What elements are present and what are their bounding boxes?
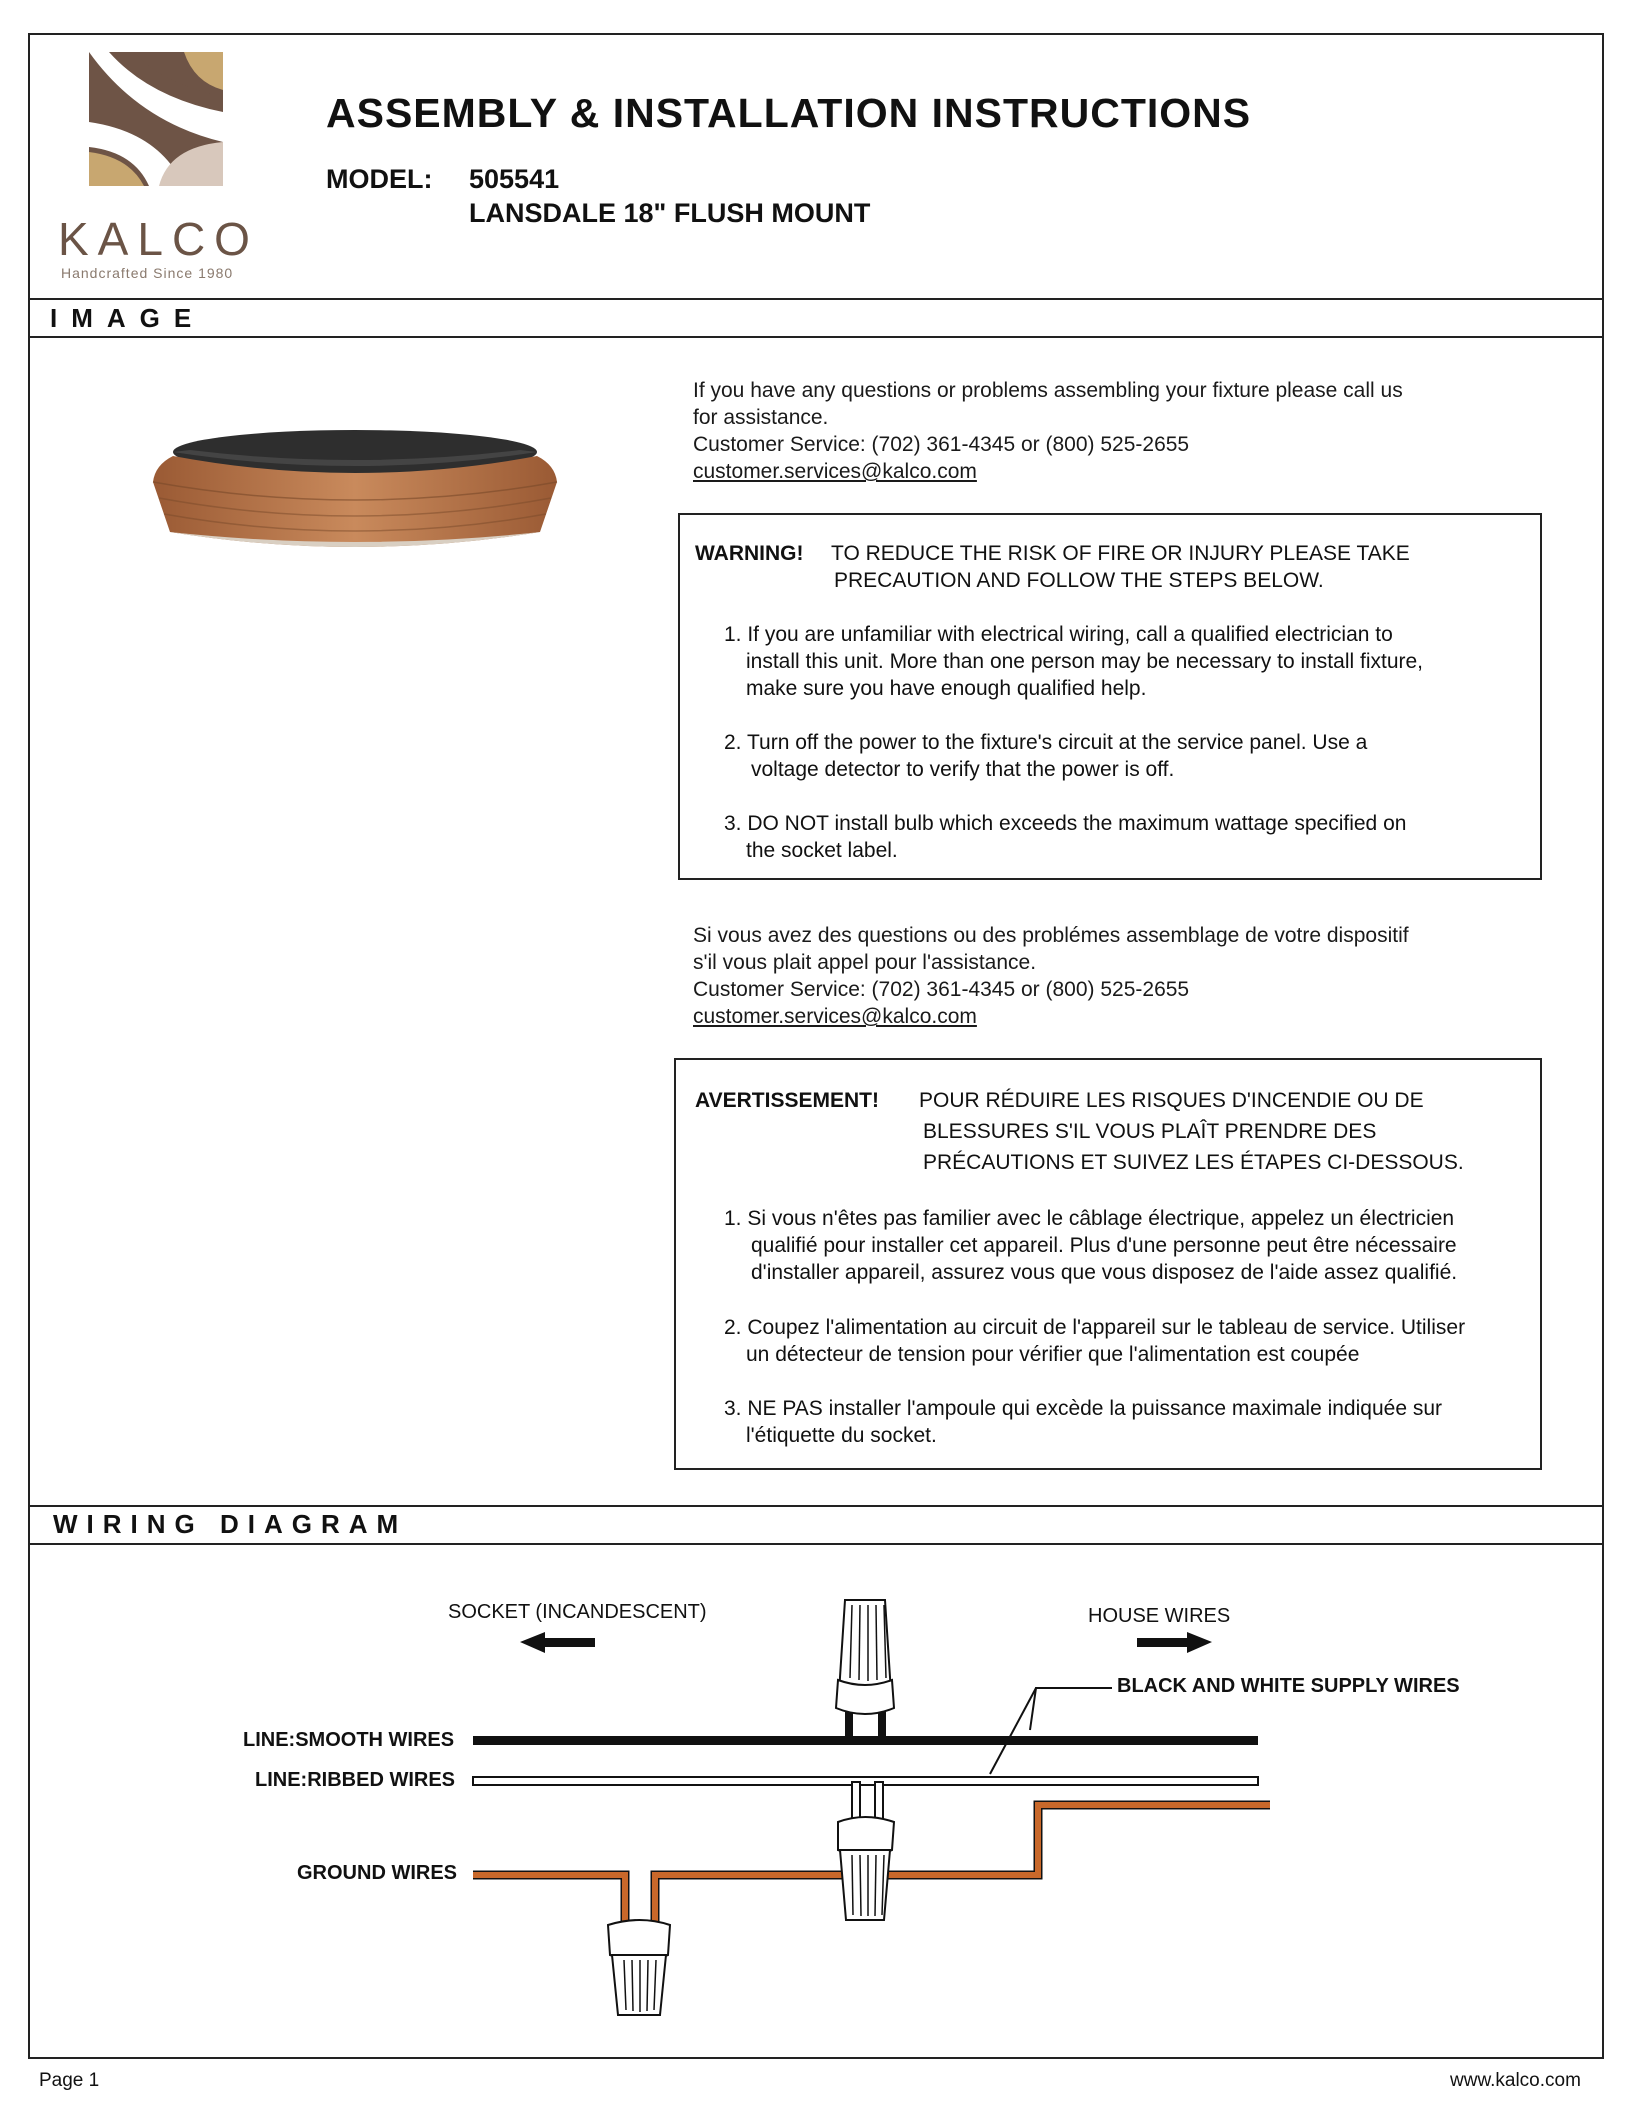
house-wires-label: HOUSE WIRES bbox=[1088, 1605, 1231, 1627]
warning-step-en-1: 1. If you are unfamiliar with electrical wiring, call a qualified electrician to install this unit. More than one person may be necessary to install fixture, make sure you have enough qualified help. bbox=[724, 623, 1424, 700]
wiring-diagram bbox=[0, 1560, 1632, 2020]
fixture-image bbox=[145, 410, 565, 575]
kalco-logo-icon bbox=[89, 52, 223, 186]
right-arrow-icon bbox=[1137, 1632, 1212, 1653]
warning-step-fr-3: 3. NE PAS installer l'ampoule qui excède la puissance maximale indiquée sur l'étiquette du socket. bbox=[724, 1397, 1442, 1447]
warning-step-en-3: 3. DO NOT install bulb which exceeds the maximum wattage specified on the socket label. bbox=[724, 812, 1407, 862]
contact-fr bbox=[693, 922, 1409, 1030]
warning-box-fr bbox=[674, 1058, 1542, 1470]
footer-page: Page 1 bbox=[39, 2070, 100, 2091]
section-image-label: IMAGE bbox=[50, 303, 206, 333]
contact-fr-line2: s'il vous plait appel pour l'assistance. bbox=[693, 951, 1037, 974]
model-name: LANSDALE 18" FLUSH MOUNT bbox=[469, 198, 871, 228]
warning-text-fr-line1: POUR RÉDUIRE LES RISQUES D'INCENDIE OU DE bbox=[919, 1089, 1424, 1112]
contact-en bbox=[693, 377, 1403, 485]
contact-fr-email-link[interactable]: customer.services@kalco.com bbox=[693, 1005, 977, 1028]
warning-label-fr: AVERTISSEMENT! bbox=[695, 1089, 879, 1112]
warning-text-en-line2: PRECAUTION AND FOLLOW THE STEPS BELOW. bbox=[834, 569, 1324, 592]
model-number: 505541 bbox=[469, 164, 560, 194]
brand-tagline: Handcrafted Since 1980 bbox=[61, 265, 234, 281]
supply-callout-line-2 bbox=[990, 1688, 1036, 1774]
warning-step-en-2: 2. Turn off the power to the fixture's circuit at the service panel. Use a voltage detector to verify that the power is off. bbox=[724, 731, 1368, 781]
contact-fr-line1: Si vous avez des questions ou des problémes assemblage de votre dispositif bbox=[693, 924, 1409, 947]
footer-website-link[interactable]: www.kalco.com bbox=[1450, 2070, 1581, 2091]
left-arrow-icon bbox=[520, 1632, 595, 1653]
contact-en-email-link[interactable]: customer.services@kalco.com bbox=[693, 460, 977, 483]
warning-box-en bbox=[678, 513, 1542, 880]
ribbed-wire bbox=[473, 1777, 1258, 1785]
smooth-wire bbox=[473, 1736, 1258, 1745]
warning-label-en: WARNING! bbox=[695, 542, 804, 565]
contact-en-line1: If you have any questions or problems assembling your fixture please call us bbox=[693, 379, 1403, 402]
smooth-wires-label: LINE:SMOOTH WIRES bbox=[243, 1729, 455, 1751]
ground-wires-label: GROUND WIRES bbox=[297, 1862, 457, 1884]
warning-text-fr-line2: BLESSURES S'IL VOUS PLAÎT PRENDRE DES bbox=[923, 1120, 1377, 1143]
divider-wiring-bottom bbox=[28, 1543, 1604, 1545]
warning-text-en-line1: TO REDUCE THE RISK OF FIRE OR INJURY PLEASE TAKE bbox=[831, 542, 1410, 565]
brand-name: KALCO bbox=[58, 213, 259, 265]
middle-wire-nut-icon bbox=[838, 1782, 894, 1920]
ribbed-wires-label: LINE:RIBBED WIRES bbox=[255, 1769, 455, 1791]
top-wire-nut-icon bbox=[836, 1600, 894, 1742]
divider-header bbox=[28, 298, 1604, 300]
model-label: MODEL: bbox=[326, 164, 433, 194]
warning-text-fr-line3: PRÉCAUTIONS ET SUIVEZ LES ÉTAPES CI-DESSOUS. bbox=[923, 1151, 1464, 1174]
supply-callout-line bbox=[1030, 1688, 1112, 1730]
section-wiring-label: WIRING DIAGRAM bbox=[53, 1509, 408, 1539]
ground-wire-nut-icon bbox=[608, 1920, 670, 2015]
contact-en-phone: Customer Service: (702) 361-4345 or (800) 525-2655 bbox=[693, 433, 1190, 456]
supply-wires-label: BLACK AND WHITE SUPPLY WIRES bbox=[1117, 1675, 1460, 1697]
warning-step-fr-1: 1. Si vous n'êtes pas familier avec le câblage électrique, appelez un électricien qualifié pour installer cet appareil. Plus d'une personne peut être nécessaire d'installer appareil, assurez vous que vous disposez de l'aide assez qualifié. bbox=[724, 1207, 1458, 1284]
socket-label: SOCKET (INCANDESCENT) bbox=[448, 1601, 707, 1623]
page-title: ASSEMBLY & INSTALLATION INSTRUCTIONS bbox=[326, 90, 1252, 136]
contact-fr-phone: Customer Service: (702) 361-4345 or (800) 525-2655 bbox=[693, 978, 1190, 1001]
divider-image-section bbox=[28, 336, 1604, 338]
divider-wiring-top bbox=[28, 1505, 1604, 1507]
contact-en-line2: for assistance. bbox=[693, 406, 829, 429]
warning-step-fr-2: 2. Coupez l'alimentation au circuit de l'appareil sur le tableau de service. Utiliser un détecteur de tension pour vérifier que l'alimentation est coupée bbox=[724, 1316, 1466, 1366]
